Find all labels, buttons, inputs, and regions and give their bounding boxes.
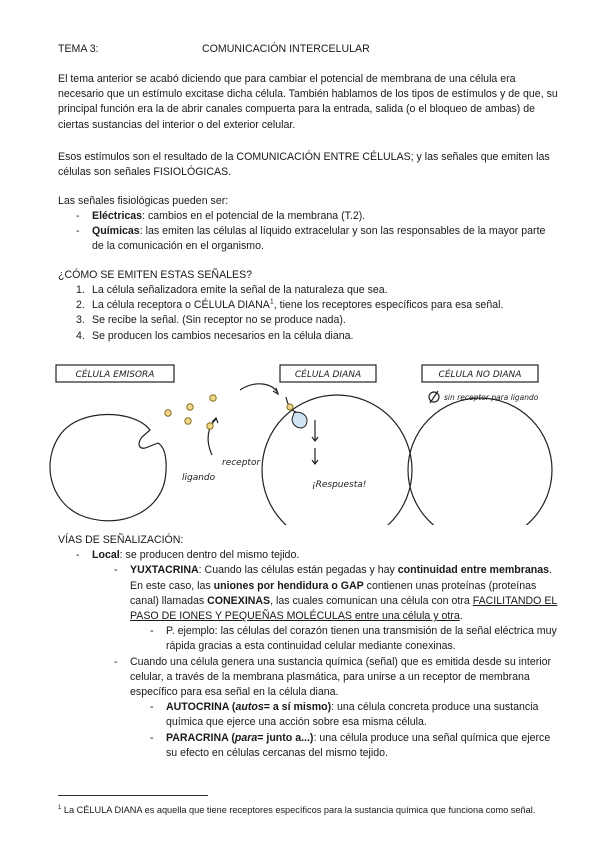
section-heading-vias: VÍAS DE SEÑALIZACIÓN: <box>58 534 184 546</box>
steps-list <box>58 283 558 344</box>
receptor-label: receptor <box>222 458 261 468</box>
footnote-ref: 1 <box>269 298 274 306</box>
list-item: - PARACRINA (para= junto a...): una célula produce una señal química que ejerce su efecto en células cercanas del mismo tejido. <box>150 731 551 759</box>
target-cell <box>262 395 412 525</box>
list-item: - Químicas: las emiten las células al líquido extracelular y son las responsables de la mayor parte de la comunicación en el organismo. <box>76 225 546 253</box>
intro-paragraph-1: El tema anterior se acabó diciendo que para cambiar el potencial de membrana de una célula era necesario que un estímulo excitase dicha célula. También hablamos de los tipos de estímulos y de que, su principal función era la de abrir canales compuerta para la entrada, salida (o el bloqueo de ambas) de ciertas sustancias del interior o del exterior celular. <box>58 73 558 131</box>
signals-list <box>58 209 558 255</box>
nontarget-cell <box>408 398 552 525</box>
footnote: $^1$ La CÉLULA DIANA es aquella que tiene receptores específicos para la sustancia química que funciona como señal. <box>58 805 536 816</box>
receptor-head <box>292 412 307 428</box>
list-item: - P. ejemplo: las células del corazón tienen una transmisión de la señal eléctrica muy rápida gracias a esta continuidad celular mediante conexinas. <box>150 625 557 653</box>
ligand-molecule <box>207 423 213 429</box>
bound-ligand <box>287 404 293 410</box>
emitter-label: CÉLULA EMISORA <box>75 370 155 380</box>
footnote-divider <box>58 795 208 796</box>
list-item: - Local: se producen dentro del mismo tejido. <box>76 549 300 562</box>
ligand-molecule <box>187 404 193 410</box>
no-receptor-note: sin receptor para ligando <box>444 393 539 402</box>
list-item: 1. La célula señalizadora emite la señal de la naturaleza que sea. <box>76 284 388 296</box>
list-item: 2. La célula receptora o CÉLULA DIANA$^1$, tiene los receptores específicos para esa señal. <box>76 298 504 312</box>
theme-label: TEMA 3: <box>58 43 99 55</box>
list-item: 3. Se recibe la señal. (Sin receptor no se produce nada). <box>76 314 346 327</box>
ligand-molecule <box>185 418 191 424</box>
list-item: - Eléctricas: cambios en el potencial de la membrana (T.2). <box>76 210 366 222</box>
response-arrow-2 <box>312 448 318 464</box>
ligand-molecule <box>165 410 171 416</box>
ligand-label: ligando <box>182 473 216 483</box>
list-item: - AUTOCRINA (autos= a sí mismo): una célula concreta produce una sustancia química que ejerce una acción sobre esa misma célula. <box>150 701 539 729</box>
ligand-molecule <box>210 395 216 401</box>
signaling-diagram <box>40 355 580 525</box>
signals-lead: Las señales fisiológicas pueden ser: <box>58 195 229 207</box>
response-label: ¡Respuesta! <box>312 480 367 490</box>
emitter-cell <box>50 414 166 520</box>
list-item: - Cuando una célula genera una sustancia química (señal) que es emitida desde su interior celular, a través de la membrana plasmática, para unirse a un receptor de membrana específico para esa señal en la célula diana. <box>114 655 552 699</box>
list-item: - YUXTACRINA: Cuando las células están pegadas y hay continuidad entre membranas. En este caso, las uniones por hendidura o GAP contienen unas proteínas (proteínas canal) llamadas CONEXINAS, las cuales comunican una célula con otra FACILITANDO EL PASO DE IONES Y PEQUEÑAS MOLÉCULAS entre una célula y otra. <box>114 564 558 623</box>
ligand-arrow <box>240 384 278 393</box>
term: Eléctricas <box>92 210 143 222</box>
nontarget-label: CÉLULA NO DIANA <box>438 370 522 380</box>
section-heading-how: ¿CÓMO SE EMITEN ESTAS SEÑALES? <box>58 269 253 281</box>
target-label: CÉLULA DIANA <box>294 370 362 380</box>
intro-paragraph-2: Esos estímulos son el resultado de la COMUNICACIÓN ENTRE CÉLULAS; y las señales que emiten las células son señales FISIOLÓGICAS. <box>58 151 550 179</box>
response-arrow-1 <box>312 420 318 441</box>
term: Químicas <box>92 225 140 238</box>
vias-section <box>58 533 558 761</box>
page-title: COMUNICACIÓN INTERCELULAR <box>202 43 370 55</box>
list-item: 4. Se producen los cambios necesarios en la célula diana. <box>76 329 354 342</box>
